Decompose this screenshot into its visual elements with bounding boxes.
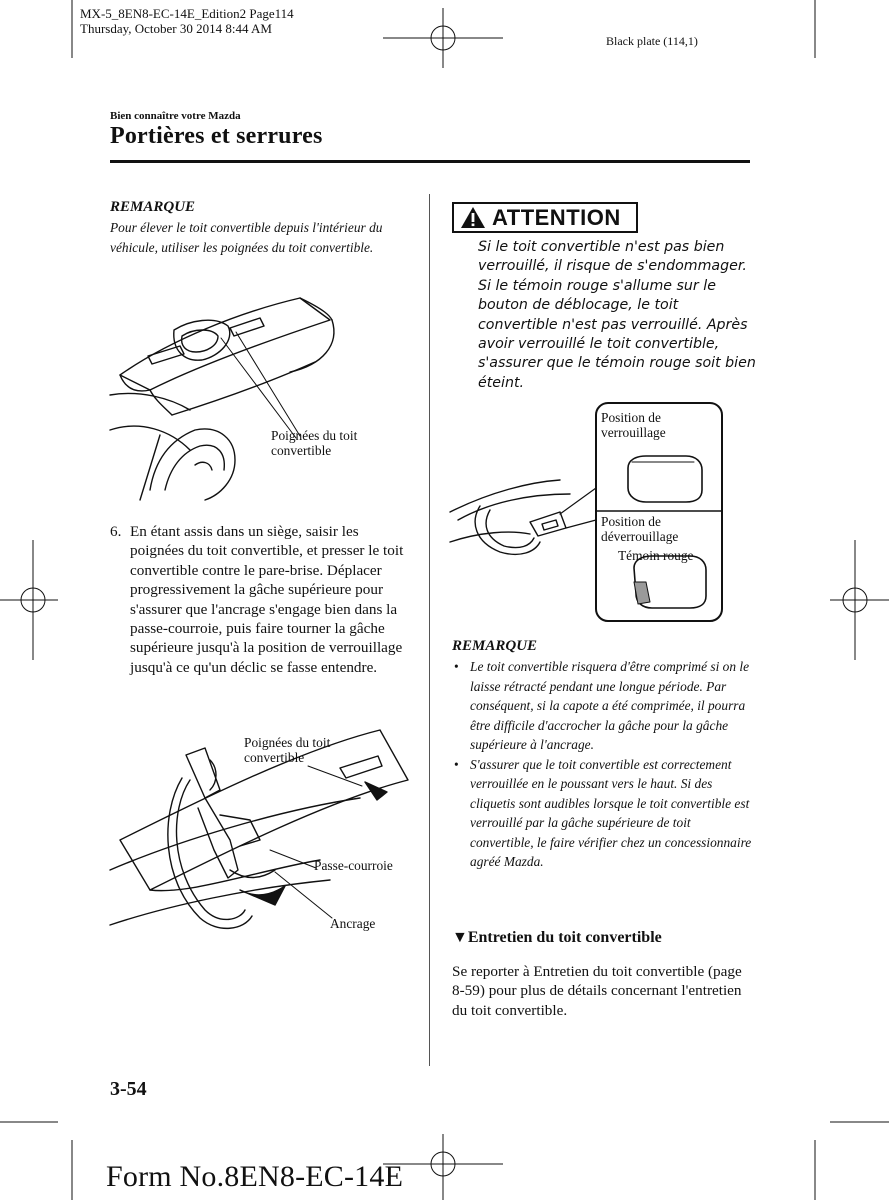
bullet-dot: • [454,756,459,772]
page-title: Portières et serrures [110,123,323,149]
red-indicator-label: Témoin rouge [618,548,694,563]
warning-icon [460,206,486,229]
form-number: Form No.8EN8-EC-14E [106,1160,404,1193]
anchor-label: Ancrage [330,916,376,931]
attention-banner [452,202,638,233]
unlocked-position-label: Position de déverrouillage [601,514,679,544]
print-meta [80,6,294,36]
release-button-figure [450,402,730,624]
attention-text: Si le toit convertible n'est pas bien verrouillé, il risque de s'endommager. Si le témoin rouge s'allume sur le bouton de déblocage, le toit convertible n'est pas verrouillé. Après avoir verrouillé le toit convertible, s'assurer que le témoin rouge soit bien éteint. [478,239,756,391]
print-meta-job: MX-5_8EN8-EC-14E_Edition2 Page114 [80,6,294,21]
plate-label: Black plate (114,1) [606,34,698,48]
note-title-left: REMARQUE [110,199,196,215]
maintenance-text: Se reporter à Entretien du toit convertible (page 8-59) pour plus de détails concernant l'entretien du toit convertible. [452,963,742,1019]
step-item [110,522,405,677]
convertible-handles-figure [110,290,410,500]
note-bullet: • S'assurer que le toit convertible est correctement verrouillée en le poussant vers le haut. Si des cliquetis sont audibles lorsque le toit convertible est verrouillé par la gâche supérieure de toit convertible, le faire vérifier chez un concessionnaire agréé Mazda. [454,756,752,869]
triangle-down-icon: ▼ [452,929,468,946]
note-bullets [452,657,752,872]
step-list [110,522,405,677]
column-divider [429,194,430,1066]
handles-label: Poignées du toit convertible [271,428,358,458]
locked-position-label: Position de verrouillage [601,410,666,440]
attention-label: ATTENTION [492,204,621,230]
bullet-dot: • [454,659,459,674]
step-number: 6. [110,523,122,540]
page-number: 3-54 [110,1078,147,1100]
step-text: En étant assis dans un siège, saisir les poignées du toit convertible, et presser le toit convertible contre le pare-brise. Déplacer progressivement la gâche supérieure pour s'assurer que l'ancrage s'engage bien dans la passe-courroie, puis faire tourner la gâche supérieure jusqu'à la position de verrouillage jusqu'à ce qu'un déclic se fasse entendre. [130,523,404,676]
handles-label-fig2: Poignées du toit convertible [244,735,331,765]
note-bullet: • Le toit convertible risquera d'être comprimé si on le laisse rétracté pendant une longue période. Par conséquent, si la capote a été comprimée, il pourra être difficile d'accrocher la gâche pour la gâche supérieure à l'ancrage. [454,659,750,752]
section-name: Bien connaître votre Mazda [110,110,241,122]
header-rule [110,160,750,163]
strap-label: Passe-courroie [314,858,393,873]
note-title-right: REMARQUE [452,638,538,654]
maintenance-subhead: ▼Entretien du toit convertible [452,929,662,946]
note-text-left: Pour élever le toit convertible depuis l'intérieur du véhicule, utiliser les poignées du toit convertible. [110,220,383,255]
print-meta-date: Thursday, October 30 2014 8:44 AM [80,21,272,36]
